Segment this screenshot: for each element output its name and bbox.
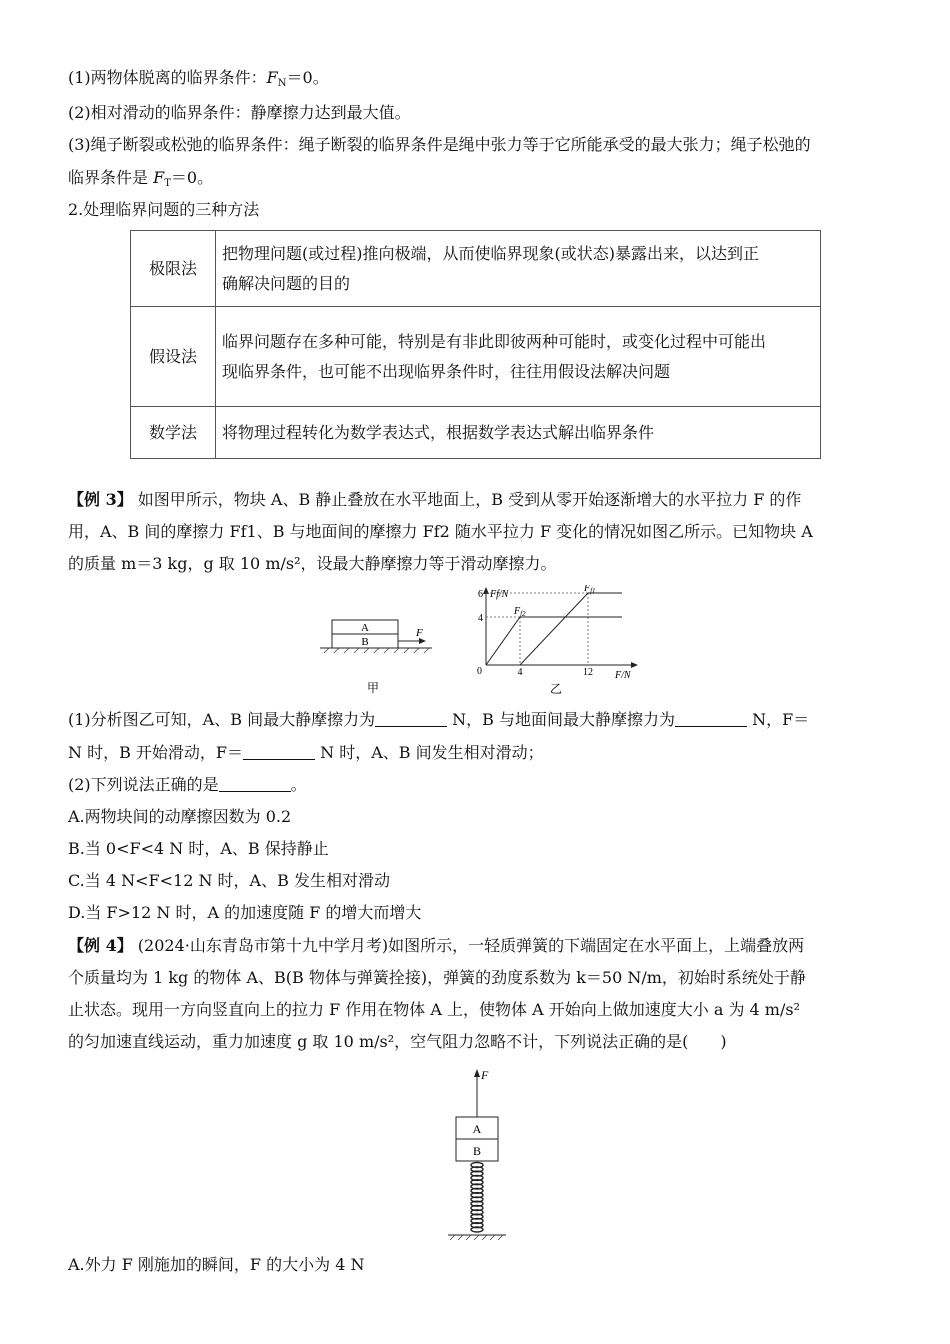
example4-option-a: A.外力 F 刚施加的瞬间，F 的大小为 4 N [68,1255,365,1274]
table-row [131,407,821,459]
figure-yi-chart [468,585,648,700]
method-desc: 将物理过程转化为数学表达式，根据数学表达式解出临界条件 [216,407,821,459]
example3-line2: 用，A、B 间的摩擦力 Ff1、B 与地面间的摩擦力 Ff2 随水平拉力 F 变化的情况如图乙所示。已知物块 A [68,522,813,541]
example4-line3: 止状态。现用一方向竖直向上的拉力 F 作用在物体 A 上，使物体 A 开始向上做加速度大小 a 为 4 m/s² [68,1000,800,1019]
figure-spring [440,1065,520,1245]
figure-jia [318,612,438,696]
method-name: 数学法 [131,407,216,459]
section-heading-2: 2.处理临界问题的三种方法 [68,200,260,219]
block-b-label: B [472,1144,482,1158]
methods-table [130,230,821,459]
answer-blank[interactable] [375,712,447,727]
q1-line2: N 时，B 开始滑动，F＝ N 时，A、B 间发生相对滑动； [68,743,544,762]
method-name: 极限法 [131,231,216,307]
block-a-label: A [472,1122,482,1136]
example4-line2: 个质量均为 1 kg 的物体 A、B(B 物体与弹簧拴接)，弹簧的劲度系数为 k＝50 N/m，初始时系统处于静 [68,968,806,987]
ground-hatch [450,1235,503,1240]
figure-caption: 甲 [366,681,380,695]
block-b-label: B [361,636,369,648]
example3-line1: 【例 3】 如图甲所示，物块 A、B 静止叠放在水平地面上，B 受到从零开始逐渐增大的水平拉力 F 的作 [68,490,802,509]
force-label: F [481,1068,489,1082]
example-tag: 【例 3】 [68,490,133,509]
method-desc: 把物理问题(或过程)推向极端，从而使临界现象(或状态)暴露出来，以达到正 确解决问题的目的 [216,231,821,307]
option-c: C.当 4 N<F<12 N 时，A、B 发生相对滑动 [68,871,390,890]
y-tick-label: 4 [478,613,483,624]
series-line-ff2 [486,617,622,665]
spring [471,1163,483,1233]
example4-line1: 【例 4】 (2024·山东青岛市第十九中学月考)如图所示，一轻质弹簧的下端固定在水平面上，上端叠放两 [68,936,805,955]
q2-line: (2)下列说法正确的是 。 [68,775,307,794]
block-a-label: A [361,622,369,634]
x-axis-label: F/N [615,670,631,681]
example4-line4: 的匀加速直线运动，重力加速度 g 取 10 m/s²，空气阻力忽略不计，下列说法正确的是( ) [68,1032,727,1051]
series-line-ff1 [486,593,622,665]
intro-item-1: (1)两物体脱离的临界条件：$F_N=0$。 [68,68,329,89]
intro-item-2: (2)相对滑动的临界条件：静摩擦力达到最大值。 [68,103,411,122]
method-name: 假设法 [131,307,216,407]
arrowhead-icon [474,1069,480,1077]
method-desc: 临界问题存在多种可能，特别是有非此即彼两种可能时，或变化过程中可能出 现临界条件，也可能不出现临界条件时，往往用假设法解决问题 [216,307,821,407]
figure-caption: 乙 [549,682,563,696]
answer-blank[interactable] [219,777,291,792]
option-a: A.两物块间的动摩擦因数为 0.2 [68,807,292,826]
intro-item-3: (3)绳子断裂或松弛的临界条件：绳子断裂的临界条件是绳中张力等于它所能承受的最大张力；绳子松弛的 [68,135,811,154]
example3-line3: 的质量 m＝3 kg，g 取 10 m/s²，设最大静摩擦力等于滑动摩擦力。 [68,554,557,573]
curve-label-ff1: $F_{f1}$ [584,585,596,595]
curve-label-ff2: $F_{f2}$ [514,606,526,618]
ground-hatch [324,648,429,653]
example-tag: 【例 4】 [68,936,133,955]
x-tick-label: 4 [517,667,523,678]
answer-blank[interactable] [675,712,747,727]
x-tick-label: 12 [583,667,593,678]
answer-blank[interactable] [243,745,315,760]
y-axis-label: Ff/N [490,589,509,600]
intro-item-3-cont: 临界条件是 $F_T=0$。 [68,168,214,189]
origin-label: 0 [477,666,482,677]
option-d: D.当 F>12 N 时，A 的加速度随 F 的增大而增大 [68,903,422,922]
force-label: F [416,627,423,639]
option-b: B.当 0<F<4 N 时，A、B 保持静止 [68,839,329,858]
q1-line1: (1)分析图乙可知，A、B 间最大静摩擦力为 N，B 与地面间最大静摩擦力为 N，F＝ [68,710,810,729]
x-axis-arrow-icon [631,662,638,668]
y-tick-label: 6 [478,589,483,600]
table-row [131,231,821,307]
table-row [131,307,821,407]
